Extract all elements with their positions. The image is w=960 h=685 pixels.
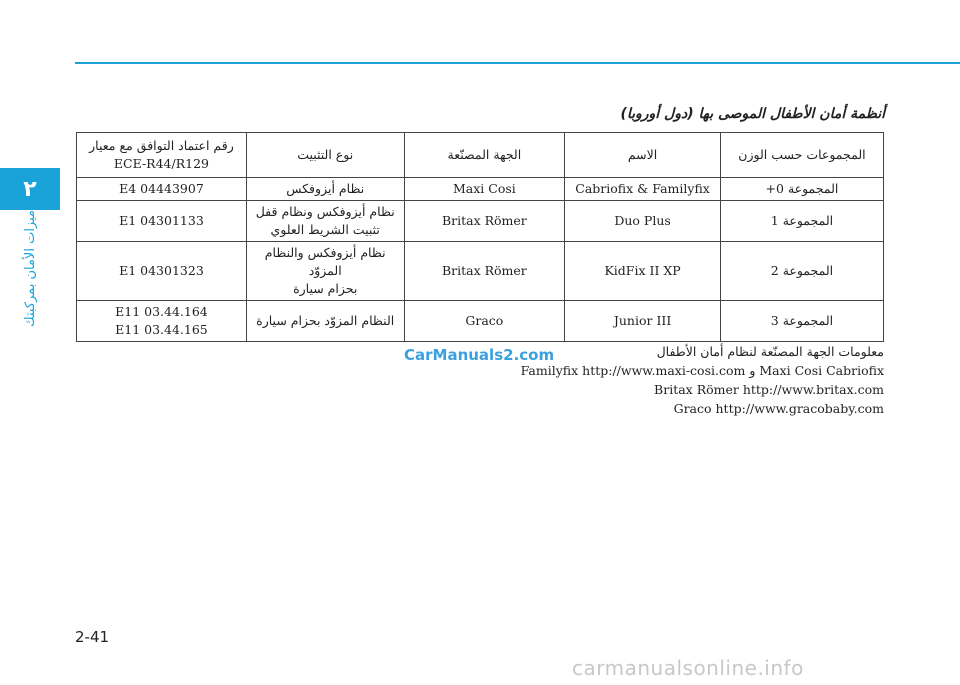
cell-name: Duo Plus bbox=[565, 201, 721, 242]
table-row bbox=[77, 242, 884, 301]
cell-approval: E1 04301133 bbox=[77, 201, 247, 242]
cell-maker: Britax Römer bbox=[404, 201, 565, 242]
cell-maker: Maxi Cosi bbox=[404, 178, 565, 201]
cell-group: المجموعة 3 bbox=[720, 301, 883, 342]
cell-fixing-line: بحزام سيارة bbox=[293, 281, 358, 296]
cell-name: Cabriofix & Familyfix bbox=[565, 178, 721, 201]
cell-group: المجموعة ‎0+ bbox=[720, 178, 883, 201]
header-approval-standard: ECE-R44/R129 bbox=[113, 156, 209, 171]
header-weight-group: المجموعات حسب الوزن bbox=[720, 133, 883, 178]
header-approval-label: رقم اعتماد التوافق مع معيار bbox=[89, 138, 234, 153]
table-row bbox=[77, 301, 884, 342]
footer-watermark: carmanualsonline.info bbox=[572, 656, 804, 680]
header-manufacturer: الجهة المصنّعة bbox=[404, 133, 565, 178]
cell-maker: Graco bbox=[404, 301, 565, 342]
chapter-side-label bbox=[21, 209, 39, 327]
manufacturer-link-line[interactable]: Britax Römer http://www.britax.com bbox=[654, 382, 884, 397]
cell-fixing bbox=[246, 201, 404, 242]
cell-approval-line: E11 03.44.164 bbox=[115, 304, 208, 319]
cell-approval: E4 04443907 bbox=[77, 178, 247, 201]
chapter-tab[interactable] bbox=[0, 168, 60, 210]
manufacturer-link-line[interactable]: Maxi Cosi Cabriofix و Familyfix http://www.maxi-cosi.com bbox=[520, 363, 884, 378]
cell-fixing-line: نظام أيزوفكس ونظام قفل bbox=[255, 204, 395, 219]
manufacturer-info-heading: معلومات الجهة المصنّعة لنظام أمان الأطفال bbox=[656, 344, 884, 359]
cell-name: Junior III bbox=[565, 301, 721, 342]
page-number: 2-41 bbox=[75, 628, 110, 646]
cell-fixing: نظام أيزوفكس bbox=[246, 178, 404, 201]
header-name: الاسم bbox=[565, 133, 721, 178]
cell-approval-line: E11 03.44.165 bbox=[115, 322, 208, 337]
cell-group: المجموعة 1 bbox=[720, 201, 883, 242]
cell-fixing-line: نظام أيزوفكس والنظام المزوّد bbox=[264, 245, 386, 278]
cell-fixing: النظام المزوّد بحزام سيارة bbox=[246, 301, 404, 342]
cell-fixing-line: تثبيت الشريط العلوي bbox=[270, 222, 380, 237]
table-row bbox=[77, 178, 884, 201]
section-title: أنظمة أمان الأطفال الموصى بها (دول أوروبا) bbox=[620, 106, 885, 122]
watermark-logo: CarManuals2.com bbox=[404, 346, 555, 364]
cell-maker: Britax Römer bbox=[404, 242, 565, 301]
table-header-row bbox=[77, 133, 884, 178]
top-rule bbox=[75, 62, 960, 64]
table-row bbox=[77, 201, 884, 242]
cell-fixing bbox=[246, 242, 404, 301]
chapter-title: ميزات الأمان بمركبتك bbox=[22, 209, 38, 327]
cell-group: المجموعة 2 bbox=[720, 242, 883, 301]
header-fixing-type: نوع التثبيت bbox=[246, 133, 404, 178]
cell-approval: E1 04301323 bbox=[77, 242, 247, 301]
cell-approval bbox=[77, 301, 247, 342]
child-seat-table bbox=[76, 132, 884, 342]
header-approval bbox=[77, 133, 247, 178]
manufacturer-info bbox=[521, 342, 884, 418]
manufacturer-link-line[interactable]: Graco http://www.gracobaby.com bbox=[673, 401, 884, 416]
cell-name: KidFix II XP bbox=[565, 242, 721, 301]
chapter-number: ٢ bbox=[23, 176, 37, 202]
